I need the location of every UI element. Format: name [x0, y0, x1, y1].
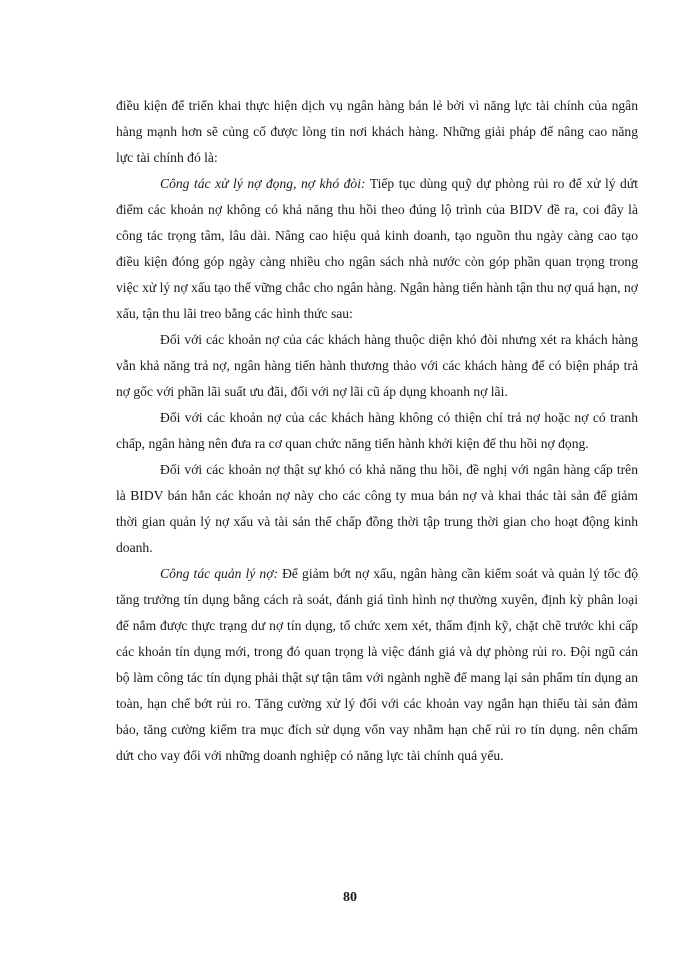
paragraph-5-text: Đối với các khoản nợ thật sự khó có khả năng thu hồi, đề nghị với ngân hàng cấp trên là BIDV bán hẳn các khoản nợ này cho các công ty mua bán nợ và khai thác tài sản để giảm thời gian quản lý nợ xấu và tài sản thế chấp đồng thời tập trung thời gian cho hoạt động kinh doanh. [116, 462, 638, 555]
paragraph-3 [116, 327, 638, 405]
paragraph-4 [116, 405, 638, 457]
paragraph-5 [116, 457, 638, 561]
paragraph-6 [116, 561, 638, 769]
paragraph-6-heading: Công tác quản lý nợ: [160, 566, 279, 581]
paragraph-1-text: điều kiện để triển khai thực hiện dịch vụ ngân hàng bán lẻ bởi vì năng lực tài chính của ngân hàng mạnh hơn sẽ củng cố được lòng tin nơi khách hàng. Những giải pháp để nâng cao năng lực tài chính đó là: [116, 98, 638, 165]
paragraph-2-text: Tiếp tục dùng quỹ dự phòng rủi ro để xử lý dứt điểm các khoản nợ không có khả năng thu hồi theo đúng lộ trình của BIDV đề ra, coi đây là công tác trọng tâm, lâu dài. Nâng cao hiệu quả kinh doanh, tạo nguồn thu ngày càng cao tạo điều kiện đóng góp ngày càng nhiều cho ngân sách nhà nước còn góp phần quan trọng trong việc xử lý nợ xấu tạo thế vững chắc cho ngân hàng. Ngân hàng tiến hành tận thu nợ quá hạn, nợ xấu, tận thu lãi treo bằng các hình thức sau: [116, 176, 638, 321]
paragraph-3-text: Đối với các khoản nợ của các khách hàng thuộc diện khó đòi nhưng xét ra khách hàng vẫn khả năng trả nợ, ngân hàng tiến hành thương thảo với các khách hàng để có biện pháp trả nợ gốc với phần lãi suất ưu đãi, đối với nợ lãi cũ áp dụng khoanh nợ lãi. [116, 332, 638, 399]
paragraph-4-text: Đối với các khoản nợ của các khách hàng không có thiện chí trả nợ hoặc nợ có tranh chấp, ngân hàng nên đưa ra cơ quan chức năng tiến hành khởi kiện để thu hồi nợ đọng. [116, 410, 638, 451]
page-number: 80 [343, 890, 357, 905]
paragraph-2 [116, 171, 638, 327]
paragraph-2-heading: Công tác xử lý nợ đọng, nợ khó đòi: [160, 176, 366, 191]
paragraph-6-text: Để giảm bớt nợ xấu, ngân hàng cần kiểm soát và quản lý tốc độ tăng trưởng tín dụng bằng cách rà soát, đánh giá tình hình nợ thường xuyên, định kỳ phân loại để nắm được thực trạng dư nợ tín dụng, tổ chức xem xét, thẩm định kỹ, chặt chẽ trước khi cấp các khoản tín dụng mới, trong đó quan trọng là việc đánh giá và dự phòng rủi ro. Đội ngũ cán bộ làm công tác tín dụng phải thật sự tận tâm với ngành nghề để mang lại sản phẩm tín dụng an toàn, hạn chế bớt rủi ro. Tăng cường xử lý đối với các khoản vay ngắn hạn thiếu tài sản đảm bảo, tăng cường kiểm tra mục đích sử dụng vốn vay nhằm hạn chế rủi ro tín dụng. nên chấm dứt cho vay đối với những doanh nghiệp có năng lực tài chính quá yếu. [116, 566, 638, 763]
body-text [116, 93, 638, 769]
paragraph-1 [116, 93, 638, 171]
